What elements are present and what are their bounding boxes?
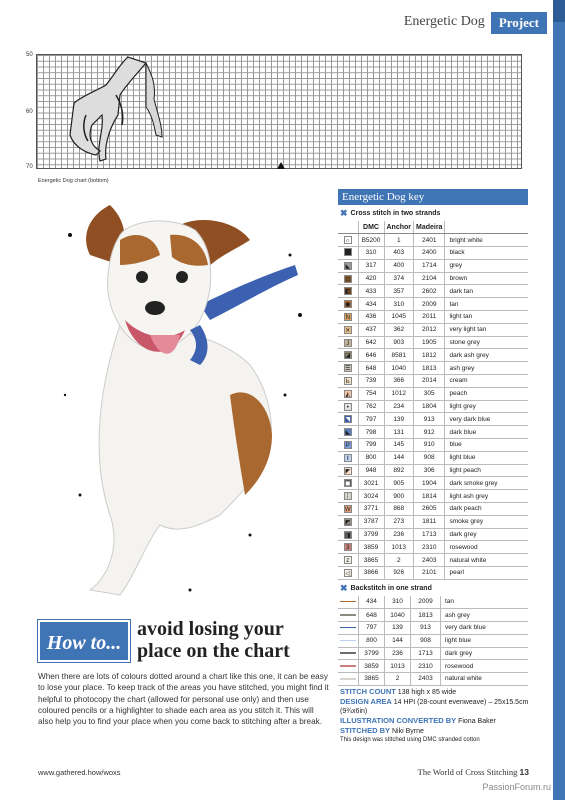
col-anchor: Anchor bbox=[384, 221, 414, 234]
row-label-50: 50 bbox=[26, 52, 33, 58]
symbol-icon: z bbox=[344, 556, 352, 564]
symbol-icon: J bbox=[344, 339, 352, 347]
line-swatch-icon bbox=[340, 640, 356, 642]
symbol-icon: ℓ bbox=[344, 454, 352, 462]
col-madeira: Madeira bbox=[414, 221, 445, 234]
key-row: P 799 145 910 blue bbox=[338, 439, 528, 452]
symbol-icon: N bbox=[345, 314, 350, 321]
key-title: Energetic Dog key bbox=[338, 189, 528, 205]
line-swatch-icon bbox=[340, 614, 356, 616]
key-row: ◧ 433 357 2602 dark tan bbox=[338, 285, 528, 298]
symbol-icon: ◣ bbox=[345, 263, 351, 270]
symbol-icon: ◼ bbox=[345, 302, 351, 309]
key-row: z 3865 2 2403 natural white bbox=[338, 554, 528, 567]
howto-headline: avoid losing your place on the chart bbox=[137, 618, 290, 662]
key-row: W 3771 868 2605 dark peach bbox=[338, 503, 528, 516]
symbol-icon: ◨ bbox=[344, 532, 351, 539]
symbol-icon: • bbox=[344, 403, 352, 411]
symbol-icon: ⁞ bbox=[344, 492, 352, 500]
chart-caption: Energetic Dog chart (bottom) bbox=[38, 178, 109, 184]
backstitch-row: 797 139 913 very dark blue bbox=[338, 621, 528, 634]
symbol-icon: ◥ bbox=[345, 417, 351, 424]
watermark: PassionForum.ru bbox=[482, 782, 551, 792]
key-row: ∩ B5200 1 2401 bright white bbox=[338, 234, 528, 247]
key-row: ◼ 434 310 2009 tan bbox=[338, 298, 528, 311]
key-row: ◨ 3799 236 1713 dark grey bbox=[338, 528, 528, 541]
footer-magazine: The World of Cross Stitching 13 bbox=[417, 767, 529, 777]
line-swatch-icon bbox=[340, 652, 356, 654]
key-row: J 642 903 1905 stone grey bbox=[338, 336, 528, 349]
key-row: N 436 1045 2011 light tan bbox=[338, 311, 528, 324]
side-tab bbox=[553, 0, 565, 800]
symbol-icon: ◭ bbox=[345, 391, 351, 398]
center-marker-icon bbox=[277, 162, 285, 169]
cross-icon: ✖ bbox=[340, 208, 348, 218]
symbol-icon: ◁ bbox=[345, 570, 351, 577]
back-section-title: ✖ Backstitch in one strand bbox=[340, 582, 432, 593]
symbol-icon: ◪ bbox=[344, 353, 351, 360]
key-row: ◣ 317 400 1714 grey bbox=[338, 259, 528, 272]
backstitch-row: 3865 2 2403 natural white bbox=[338, 673, 528, 686]
backstitch-row: 3799 236 1713 dark grey bbox=[338, 647, 528, 660]
key-row: ◤ 948 892 306 light peach bbox=[338, 464, 528, 477]
symbol-icon: ◧ bbox=[344, 289, 351, 296]
header-section: Project bbox=[491, 12, 547, 34]
backstitch-row: 434 310 2009 tan bbox=[338, 596, 528, 609]
chart-dog-outline bbox=[66, 55, 176, 165]
symbol-icon: ⊡ bbox=[345, 276, 351, 283]
cross-section-title: ✖ Cross stitch in two strands bbox=[340, 208, 441, 218]
back-table bbox=[338, 596, 528, 686]
symbol-icon: W bbox=[344, 506, 351, 513]
page-header bbox=[404, 12, 547, 34]
symbol-icon: ◤ bbox=[345, 468, 351, 475]
symbol-icon: ◩ bbox=[344, 519, 351, 526]
symbol-icon: Ь bbox=[344, 377, 352, 385]
dog-illustration bbox=[50, 195, 310, 615]
key-row: ◪ 646 8581 1812 dark ash grey bbox=[338, 349, 528, 362]
key-row: 310 403 2400 black bbox=[338, 247, 528, 260]
key-row: ◼ 3021 905 1904 dark smoke grey bbox=[338, 477, 528, 490]
key-row: Ь 739 366 2014 cream bbox=[338, 375, 528, 388]
symbol-icon: P bbox=[345, 442, 350, 449]
key-row: ◁ 3866 926 2101 pearl bbox=[338, 567, 528, 580]
key-row: ◥ 797 139 913 very dark blue bbox=[338, 413, 528, 426]
stitch-key bbox=[338, 189, 528, 686]
row-label-60: 60 bbox=[26, 109, 33, 115]
backstitch-row: 800 144 908 light blue bbox=[338, 634, 528, 647]
design-facts: STITCH COUNT 138 high x 85 wide DESIGN AREA 14 HPI (28-count evenweave) – 25x15.5cm (9¾x6in) ILLUSTRATION CONVERTED BY Fiona Baker STITCHED BY Niki Byrne This design was stitched using DMC stranded cotton bbox=[340, 687, 529, 743]
col-dmc: DMC bbox=[358, 221, 384, 234]
key-row: ◭ 754 1012 305 peach bbox=[338, 387, 528, 400]
key-row: ⁞ 3024 900 1814 light ash grey bbox=[338, 490, 528, 503]
key-row: ◣ 798 131 912 dark blue bbox=[338, 426, 528, 439]
line-swatch-icon bbox=[340, 678, 356, 680]
cross-icon: ✖ bbox=[340, 582, 348, 593]
howto-body: When there are lots of colours dotted around a chart like this one, it can be easy to lose your place. To keep track of the areas you have stitched, you might find it helpful to photocopy the chart (allowed for personal use only) and then use coloured pencils or a highlighter to shade each area as you stitch it. This will also help you to find your place when you come back to stitching after a break. bbox=[38, 672, 329, 727]
backstitch-row: 3859 1013 2310 rosewood bbox=[338, 660, 528, 673]
howto-badge: How to... bbox=[38, 620, 130, 662]
header-title: Energetic Dog bbox=[403, 14, 485, 29]
cross-table bbox=[338, 221, 528, 580]
key-row: 3 3859 1013 2310 rosewood bbox=[338, 541, 528, 554]
row-label-70: 70 bbox=[26, 164, 33, 170]
symbol-icon: ✕ bbox=[345, 327, 351, 334]
key-row: ☰ 648 1040 1813 ash grey bbox=[338, 362, 528, 375]
symbol-icon: 3 bbox=[344, 543, 352, 551]
key-row: ⊡ 420 374 2104 brown bbox=[338, 272, 528, 285]
symbol-icon: ☰ bbox=[345, 366, 351, 373]
symbol-icon: ◣ bbox=[345, 430, 351, 437]
line-swatch-icon bbox=[340, 665, 356, 667]
symbol-icon: ◼ bbox=[345, 481, 351, 488]
footer-url[interactable]: www.gathered.how/woxs bbox=[38, 768, 121, 777]
symbol-icon: ∩ bbox=[345, 238, 350, 245]
key-row: • 762 234 1804 light grey bbox=[338, 400, 528, 413]
key-row: ✕ 437 362 2012 very light tan bbox=[338, 323, 528, 336]
backstitch-row: 648 1040 1813 ash grey bbox=[338, 609, 528, 622]
key-row: ◩ 3787 273 1811 smoke grey bbox=[338, 515, 528, 528]
line-swatch-icon bbox=[340, 601, 356, 603]
line-swatch-icon bbox=[340, 627, 356, 629]
key-row: ℓ 800 144 908 light blue bbox=[338, 451, 528, 464]
symbol-icon bbox=[344, 248, 352, 256]
